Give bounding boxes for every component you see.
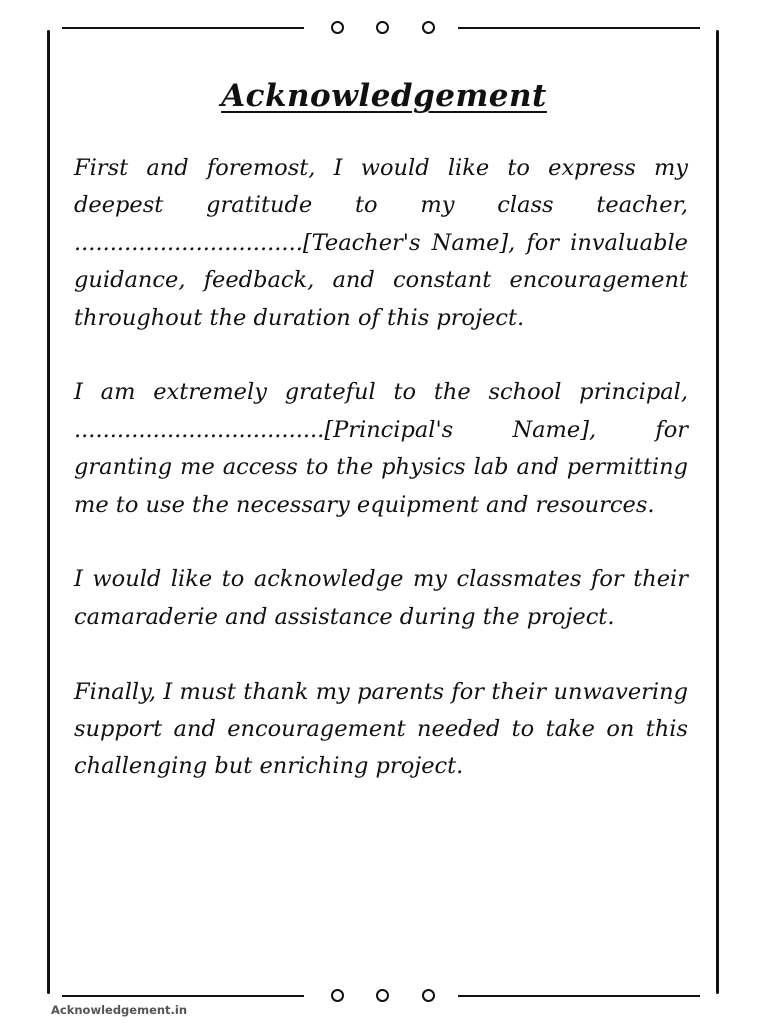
- frame-left-border: [47, 30, 50, 994]
- ornament-circle-icon: [422, 21, 435, 34]
- frame-right-border: [716, 30, 719, 994]
- ornament-circle-icon: [331, 989, 344, 1002]
- site-watermark: Acknowledgement.in: [51, 1003, 188, 1017]
- ornament-circle-icon: [376, 989, 389, 1002]
- ornament-line: [458, 995, 700, 997]
- ornament-circle-icon: [376, 21, 389, 34]
- ornament-line: [62, 995, 304, 997]
- ornament-circle-icon: [331, 21, 344, 34]
- ornament-line: [62, 27, 304, 29]
- acknowledgement-body: [74, 150, 688, 786]
- paragraph-principal: I am extremely grateful to the school principal, ...................................[Principal's Name], for granting me access to the physics lab and permitting me to use the necessary equipment and resources.: [74, 379, 688, 518]
- paragraph-classmates: I would like to acknowledge my classmates for their camaraderie and assistance during the project.: [74, 566, 688, 630]
- paragraph-teacher: First and foremost, I would like to express my deepest gratitude to my class teacher, ................................[Teacher's Name], for invaluable guidance, feedback, and constant encouragement throughout the duration of this project.: [74, 155, 688, 331]
- top-ornament: [60, 18, 708, 38]
- ornament-circle-icon: [422, 989, 435, 1002]
- ornament-line: [458, 27, 700, 29]
- paragraph-parents: Finally, I must thank my parents for their unwavering support and encouragement needed to take on this challenging but enriching project.: [74, 678, 688, 780]
- page-title-text: Acknowledgement: [221, 78, 547, 114]
- page-title: [0, 74, 768, 118]
